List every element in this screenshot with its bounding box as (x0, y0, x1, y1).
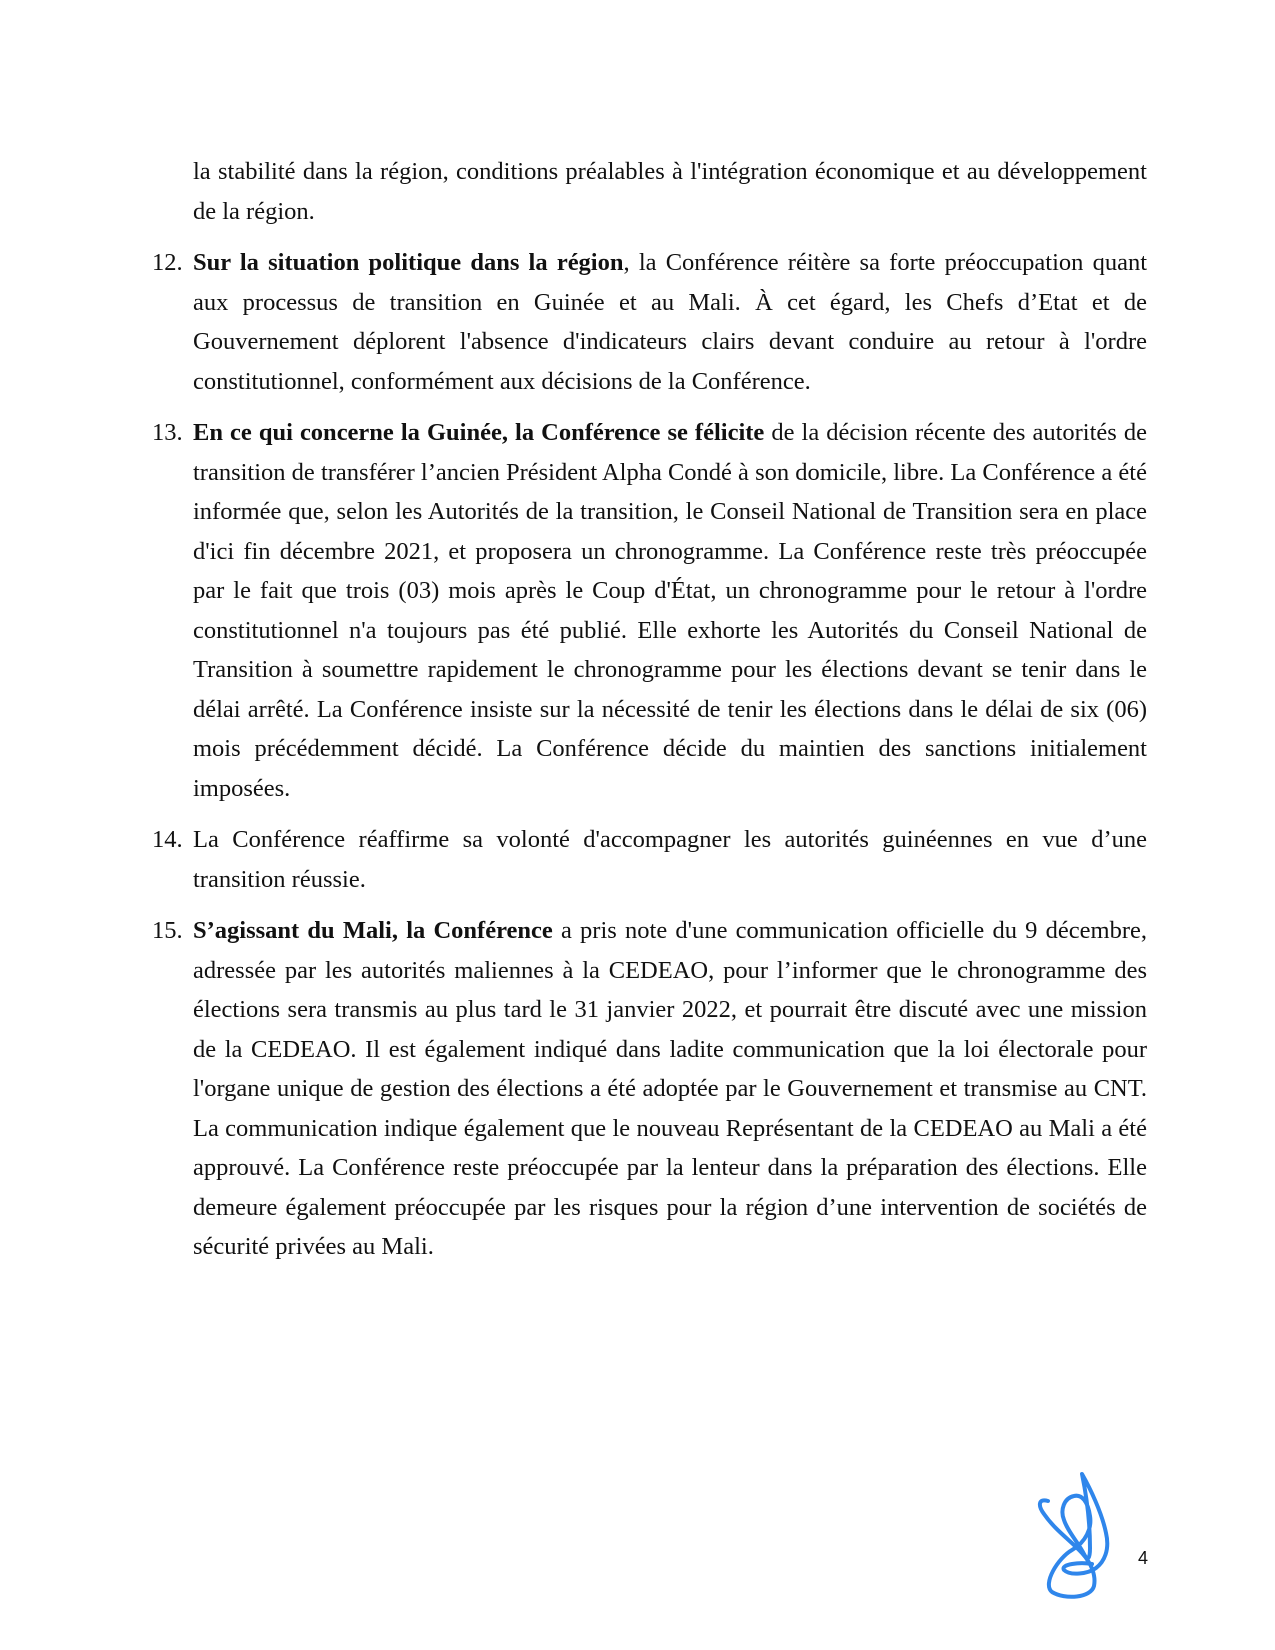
paragraph-number: 13. (152, 419, 183, 446)
numbered-paragraph-12 (152, 243, 1147, 401)
paragraph-lead-bold: En ce qui concerne la Guinée, la Conférence se félicite (193, 419, 765, 446)
paragraph-lead-bold: S’agissant du Mali, la Conférence (193, 917, 553, 944)
numbered-paragraph-15 (152, 911, 1147, 1267)
numbered-paragraph-13 (152, 413, 1147, 808)
continuation-paragraph: la stabilité dans la région, conditions préalables à l'intégration économique et au développement de la région. (193, 158, 1147, 225)
paragraph-text: La Conférence réaffirme sa volonté d'accompagner les autorités guinéennes en vue d’une transition réussie. (193, 826, 1147, 893)
handwritten-signature-icon (1030, 1458, 1130, 1603)
numbered-paragraph-14 (152, 820, 1147, 899)
page-number: 4 (1138, 1548, 1149, 1568)
paragraph-number: 12. (152, 249, 183, 276)
paragraph-lead-bold: Sur la situation politique dans la région (193, 249, 624, 276)
paragraph-text: , la Conférence réitère sa forte préoccupation quant aux processus de transition en Guinée et au Mali. À cet égard, les Chefs d’Etat et de Gouvernement déplorent l'absence d'indicateurs clairs devant conduire au retour à l'ordre constitutionnel, conformément aux décisions de la Conférence. (193, 249, 1148, 395)
paragraph-number: 15. (152, 917, 183, 944)
paragraph-text: de la décision récente des autorités de transition de transférer l’ancien Président Alpha Condé à son domicile, libre. La Conférence a été informée que, selon les Autorités de la transition, le Conseil National de Transition sera en place d'ici fin décembre 2021, et proposera un chronogramme. La Conférence reste très préoccupée par le fait que trois (03) mois après le Coup d'État, un chronogramme pour le retour à l'ordre constitutionnel n'a toujours pas été publié. Elle exhorte les Autorités du Conseil National de Transition à soumettre rapidement le chronogramme pour les élections devant se tenir dans le délai arrêté. La Conférence insiste sur la nécessité de tenir les élections dans le délai de six (06) mois précédemment décidé. La Conférence décide du maintien des sanctions initialement imposées. (193, 419, 1147, 802)
paragraph-number: 14. (152, 826, 183, 853)
page-body (152, 152, 1147, 1279)
paragraph-text: a pris note d'une communication officielle du 9 décembre, adressée par les autorités maliennes à la CEDEAO, pour l’informer que le chronogramme des élections sera transmis au plus tard le 31 janvier 2022, et pourrait être discuté avec une mission de la CEDEAO. Il est également indiqué dans ladite communication que la loi électorale pour l'organe unique de gestion des élections a été adoptée par le Gouvernement et transmise au CNT. La communication indique également que le nouveau Représentant de la CEDEAO au Mali a été approuvé. La Conférence reste préoccupée par la lenteur dans la préparation des élections. Elle demeure également préoccupée par les risques pour la région d’une intervention de sociétés de sécurité privées au Mali. (193, 917, 1147, 1260)
